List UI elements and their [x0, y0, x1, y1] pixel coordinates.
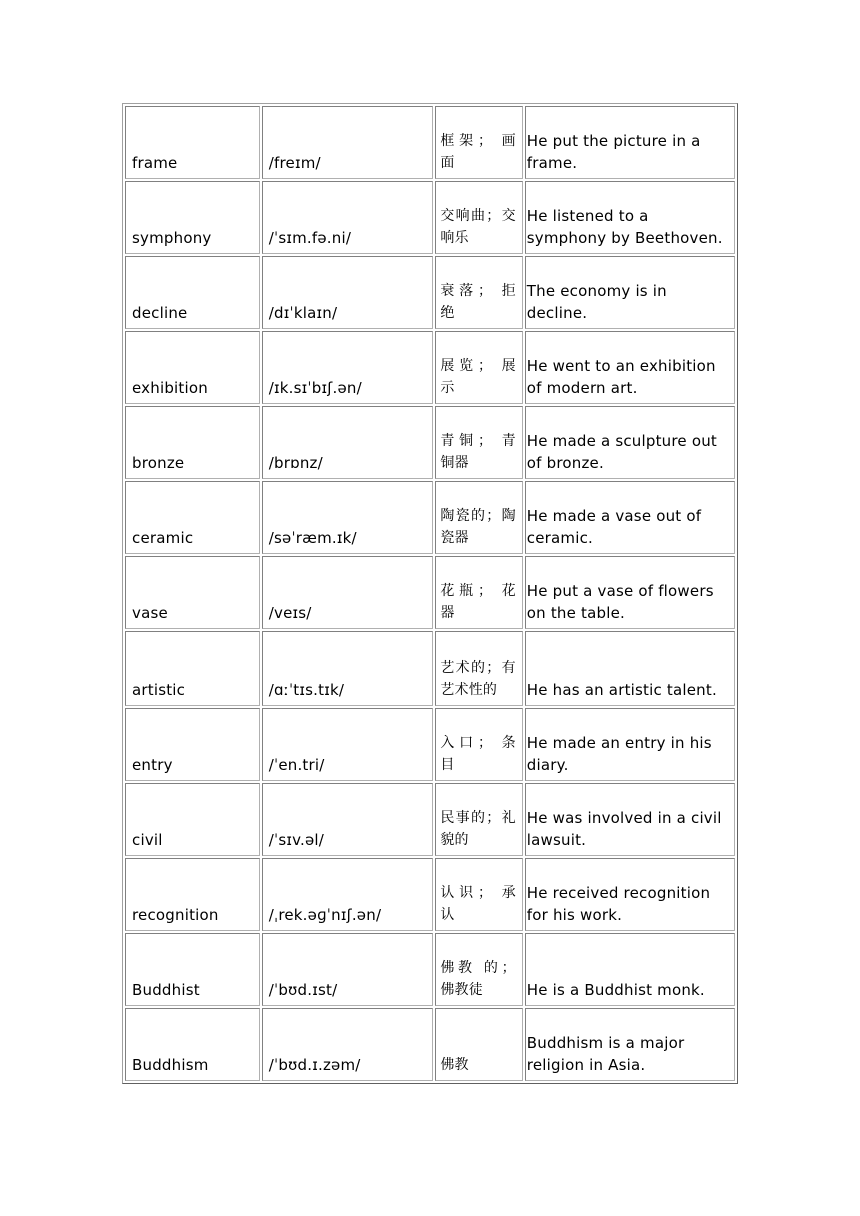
pronunciation-cell: /freɪm/: [262, 106, 434, 179]
chinese-meaning-cell: 民事的；礼貌的: [435, 783, 522, 856]
table-row: [125, 106, 735, 179]
word-cell: artistic: [125, 631, 260, 706]
example-sentence-cell: He went to an exhibition of modern art.: [525, 331, 735, 404]
table-row: [125, 406, 735, 479]
example-sentence-cell: He has an artistic talent.: [525, 631, 735, 706]
pronunciation-cell: /ˈsɪv.əl/: [262, 783, 434, 856]
word-cell: decline: [125, 256, 260, 329]
table-row: [125, 783, 735, 856]
table-row: [125, 708, 735, 781]
pronunciation-cell: /ˈbʊd.ɪst/: [262, 933, 434, 1006]
example-sentence-cell: He is a Buddhist monk.: [525, 933, 735, 1006]
word-cell: Buddhism: [125, 1008, 260, 1081]
chinese-meaning-cell: 花瓶； 花器: [435, 556, 522, 629]
example-sentence-cell: He was involved in a civil lawsuit.: [525, 783, 735, 856]
pronunciation-cell: /brɒnz/: [262, 406, 434, 479]
chinese-meaning-cell: 艺术的；有艺术性的: [435, 631, 522, 706]
vocabulary-table-body: [125, 106, 735, 1081]
pronunciation-cell: /ˌrek.əɡˈnɪʃ.ən/: [262, 858, 434, 931]
example-sentence-cell: He made a vase out of ceramic.: [525, 481, 735, 554]
example-sentence-cell: He made an entry in his diary.: [525, 708, 735, 781]
word-cell: bronze: [125, 406, 260, 479]
chinese-meaning-cell: 展览； 展示: [435, 331, 522, 404]
example-sentence-cell: He put a vase of flowers on the table.: [525, 556, 735, 629]
word-cell: Buddhist: [125, 933, 260, 1006]
table-row: [125, 933, 735, 1006]
chinese-meaning-cell: 框架； 画面: [435, 106, 522, 179]
chinese-meaning-cell: 衰落； 拒绝: [435, 256, 522, 329]
chinese-meaning-cell: 认识； 承认: [435, 858, 522, 931]
example-sentence-cell: The economy is in decline.: [525, 256, 735, 329]
pronunciation-cell: /ˈen.tri/: [262, 708, 434, 781]
example-sentence-cell: He put the picture in a frame.: [525, 106, 735, 179]
word-cell: civil: [125, 783, 260, 856]
example-sentence-cell: Buddhism is a major religion in Asia.: [525, 1008, 735, 1081]
word-cell: symphony: [125, 181, 260, 254]
chinese-meaning-cell: 青铜； 青铜器: [435, 406, 522, 479]
table-row: [125, 858, 735, 931]
example-sentence-cell: He listened to a symphony by Beethoven.: [525, 181, 735, 254]
pronunciation-cell: /veɪs/: [262, 556, 434, 629]
word-cell: vase: [125, 556, 260, 629]
chinese-meaning-cell: 佛教 的；佛教徒: [435, 933, 522, 1006]
pronunciation-cell: /ˈbʊd.ɪ.zəm/: [262, 1008, 434, 1081]
table-row: [125, 181, 735, 254]
pronunciation-cell: /dɪˈklaɪn/: [262, 256, 434, 329]
word-cell: frame: [125, 106, 260, 179]
chinese-meaning-cell: 陶瓷的；陶瓷器: [435, 481, 522, 554]
table-row: [125, 556, 735, 629]
pronunciation-cell: /ɪk.sɪˈbɪʃ.ən/: [262, 331, 434, 404]
pronunciation-cell: /ɑːˈtɪs.tɪk/: [262, 631, 434, 706]
table-row: [125, 1008, 735, 1081]
vocabulary-table: [122, 103, 738, 1084]
table-row: [125, 481, 735, 554]
word-cell: ceramic: [125, 481, 260, 554]
word-cell: recognition: [125, 858, 260, 931]
word-cell: exhibition: [125, 331, 260, 404]
chinese-meaning-cell: 交响曲；交响乐: [435, 181, 522, 254]
table-row: [125, 631, 735, 706]
word-cell: entry: [125, 708, 260, 781]
table-row: [125, 331, 735, 404]
chinese-meaning-cell: 入口； 条目: [435, 708, 522, 781]
table-row: [125, 256, 735, 329]
example-sentence-cell: He made a sculpture out of bronze.: [525, 406, 735, 479]
example-sentence-cell: He received recognition for his work.: [525, 858, 735, 931]
pronunciation-cell: /ˈsɪm.fə.ni/: [262, 181, 434, 254]
pronunciation-cell: /səˈræm.ɪk/: [262, 481, 434, 554]
chinese-meaning-cell: 佛教: [435, 1008, 522, 1081]
